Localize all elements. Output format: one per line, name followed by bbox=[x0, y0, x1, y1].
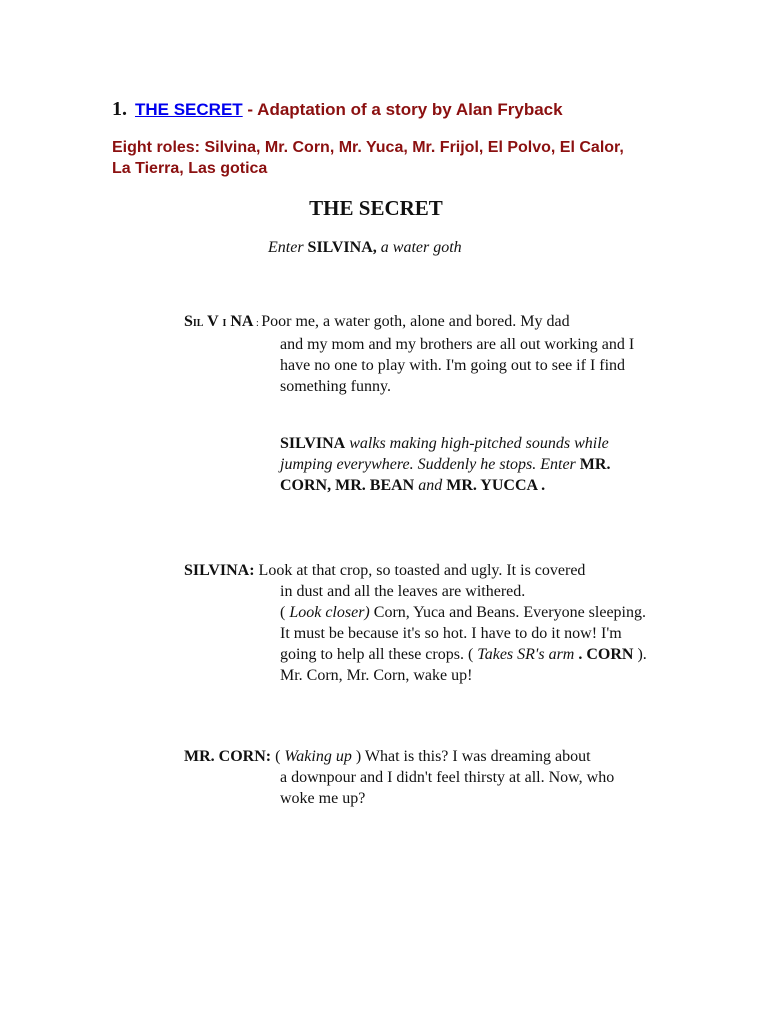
speech-text-rest: and my mom and my brothers are all out working and I have no one to play with. I'm going out to see if I find something funny. bbox=[280, 336, 635, 395]
stage-entering-characters: MR. CORN, MR. BEAN bbox=[280, 456, 611, 494]
stage-direction bbox=[280, 433, 620, 496]
speaker-mr-corn: MR. CORN: bbox=[184, 748, 272, 765]
roles-list: Eight roles: Silvina, Mr. Corn, Mr. Yuca, Mr. Frijol, El Polvo, El Calor, La Tierra, Las gotica bbox=[112, 139, 624, 177]
section-number: 1. bbox=[112, 98, 127, 120]
play-title: THE SECRET bbox=[309, 196, 443, 220]
the-secret-link[interactable]: THE SECRET bbox=[135, 100, 243, 119]
speech-silvina-2 bbox=[184, 560, 650, 686]
enter-word: Enter bbox=[268, 239, 308, 256]
speech-mr-corn bbox=[184, 746, 650, 809]
section-heading bbox=[112, 98, 563, 121]
heading-subtitle: - Adaptation of a story by Alan Fryback bbox=[242, 100, 563, 119]
speech-first-line bbox=[184, 313, 570, 330]
stage-action: walks making high-pitched sounds while jumping everywhere. Suddenly he stops. Enter bbox=[280, 435, 609, 473]
stage-entering-character-2: MR. YUCCA . bbox=[446, 477, 546, 494]
enter-direction bbox=[268, 239, 462, 257]
speech-text-first: Look at that crop, so toasted and ugly. It is covered bbox=[254, 562, 586, 579]
stage-character: SILVINA bbox=[280, 435, 346, 452]
speech-text-rest: in dust and all the leaves are withered. ( Look closer) Corn, Yuca and Beans. Everyone sleeping. It must be because it's so hot. I have to do it now! I'm going to help all these crops. ( Takes SR's arm . CORN ). Mr. Corn, Mr. Corn, wake up! bbox=[280, 583, 647, 684]
speech-first-line: MR. CORN: ( Waking up ) What is this? I was dreaming about bbox=[184, 748, 591, 765]
speech-text-first: ) What is this? I was dreaming about bbox=[351, 748, 591, 765]
speaker-silvina: SIL V I NA bbox=[184, 313, 254, 330]
speech-text-rest: a downpour and I didn't feel thirsty at all. Now, who woke me up? bbox=[280, 769, 615, 807]
enter-character: SILVINA, bbox=[307, 239, 377, 256]
stage-waking: Waking up bbox=[284, 748, 352, 765]
speech-text-first: Poor me, a water goth, alone and bored. My dad bbox=[261, 313, 570, 330]
speech-silvina-1 bbox=[184, 311, 650, 397]
speech-first-line bbox=[184, 562, 585, 579]
stage-and: and bbox=[414, 477, 447, 494]
speaker-silvina: SILVINA: bbox=[184, 562, 255, 579]
enter-description: a water goth bbox=[376, 239, 462, 256]
speaker-colon: : bbox=[253, 318, 262, 329]
